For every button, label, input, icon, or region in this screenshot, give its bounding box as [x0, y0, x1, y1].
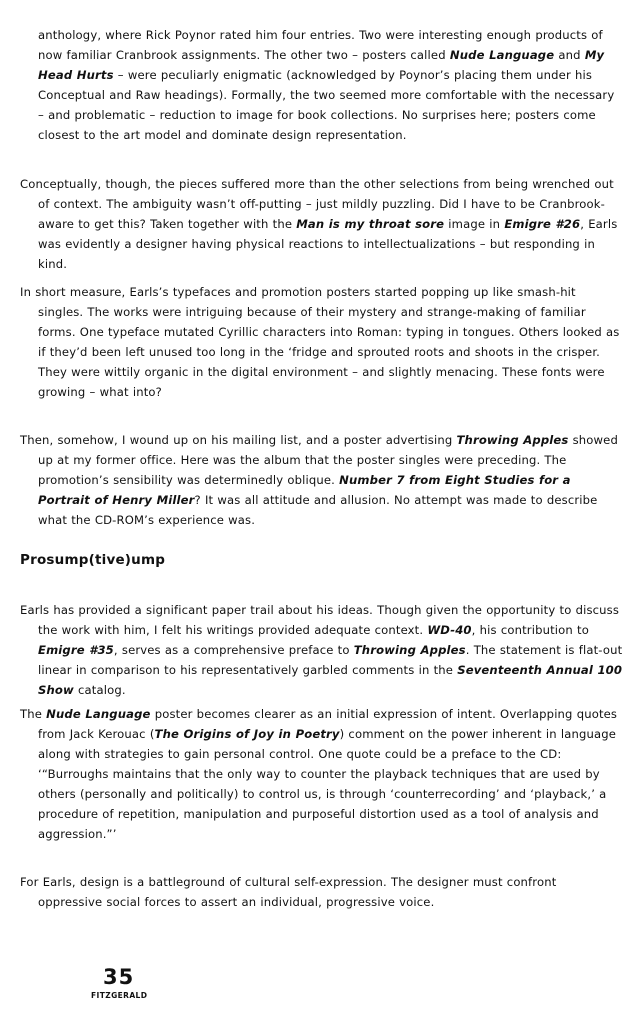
title-reference: Throwing Apples — [456, 433, 569, 447]
title-reference: My Head Hurts — [38, 48, 605, 82]
text-run: , his contribution to — [471, 623, 589, 637]
title-reference: Nude Language — [46, 707, 151, 721]
text-run: image in — [444, 217, 505, 231]
text-run: – were peculiarly enigmatic (acknowledged by Poynor’s placing them under his Conceptual and Raw headings). Formally, the two seemed more comfortable with the necessary – and problematic – reduction to image for book collections. No surprises here; posters come closest to the art model and dominate design representation. — [38, 68, 615, 142]
text-run: . The statement is flat-out linear in comparison to his representatively garbled comments in the — [38, 643, 623, 677]
author-name: FITZGERALD — [91, 991, 148, 1000]
section-heading: Prosump(tive)ump — [20, 552, 166, 568]
text-run: , serves as a comprehensive preface to — [113, 643, 354, 657]
body-paragraph-7 — [20, 872, 624, 912]
body-paragraph-3 — [20, 282, 624, 402]
text-run: showed up at my former office. Here was the album that the poster singles were preceding. The promotion’s sensibility was determinedly oblique. — [38, 433, 618, 487]
text-run: Then, somehow, I wound up on his mailing list, and a poster advertising — [20, 433, 457, 447]
body-paragraph-5 — [20, 600, 624, 700]
title-reference: Man is my throat sore — [296, 217, 445, 231]
title-reference: Number 7 from Eight Studies for a Portrait of Henry Miller — [38, 473, 571, 507]
body-paragraph-6 — [20, 704, 624, 844]
title-reference: Emigre #35 — [38, 643, 114, 657]
text-run: For Earls, design is a battleground of cultural self-expression. The designer must confront oppressive social forces to assert an individual, progressive voice. — [20, 875, 557, 909]
text-run: Conceptually, though, the pieces suffered more than the other selections from being wrenched out of context. The ambiguity wasn’t off-putting – just mildly puzzling. Did I have to be Cranbrook-aware to get this? Taken together with the — [20, 177, 614, 231]
title-reference: Emigre #26 — [504, 217, 581, 231]
text-run: In short measure, Earls’s typefaces and promotion posters started popping up like smash-hit singles. The works were intriguing because of their mystery and strange-making of familiar forms. One typeface mutated Cyrillic characters into Roman: typing in tongues. Others looked as if they’d been left unused too long in the ‘fridge and sprouted roots and shoots in the crisper. They were wittily organic in the digital environment – and slightly menacing. These fonts were growing – what into? — [20, 285, 620, 399]
title-reference: Seventeenth Annual 100 Show — [38, 663, 623, 697]
title-reference: Nude Language — [449, 48, 555, 62]
body-paragraph-2 — [20, 174, 624, 274]
text-run: The — [20, 707, 47, 721]
body-paragraph-1 — [20, 25, 624, 145]
text-run: poster becomes clearer as an initial expression of intent. Overlapping quotes from Jack Kerouac ( — [38, 707, 618, 741]
text-run: and — [554, 48, 585, 62]
title-reference: WD-40 — [427, 623, 472, 637]
title-reference: The Origins of Joy in Poetry — [154, 727, 340, 741]
title-reference: Throwing Apples — [353, 643, 466, 657]
text-run: ) comment on the power inherent in language along with strategies to gain personal control. One quote could be a preface to the CD: ‘“Burroughs maintains that the only way to counter the playback techniques that are used by others (personally and politically) to control us, is through ‘counterrecording’ and ‘playback,’ a procedure of repetition, manipulation and purposeful distortion used as a tool of analysis and aggression.”’ — [38, 727, 617, 841]
page-number: 35 — [103, 965, 135, 989]
text-run: anthology, where Rick Poynor rated him four entries. Two were interesting enough products of now familiar Cranbrook assignments. The other two – posters called — [38, 28, 603, 62]
text-run: , Earls was evidently a designer having physical reactions to intellectualizations – but responding in kind. — [38, 217, 618, 271]
text-run: catalog. — [73, 683, 126, 697]
text-run: Earls has provided a significant paper trail about his ideas. Though given the opportunity to discuss the work with him, I felt his writings provided adequate context. — [20, 603, 620, 637]
text-run: ? It was all attitude and allusion. No attempt was made to describe what the CD-ROM’s experience was. — [38, 493, 598, 527]
body-paragraph-4 — [20, 430, 624, 530]
